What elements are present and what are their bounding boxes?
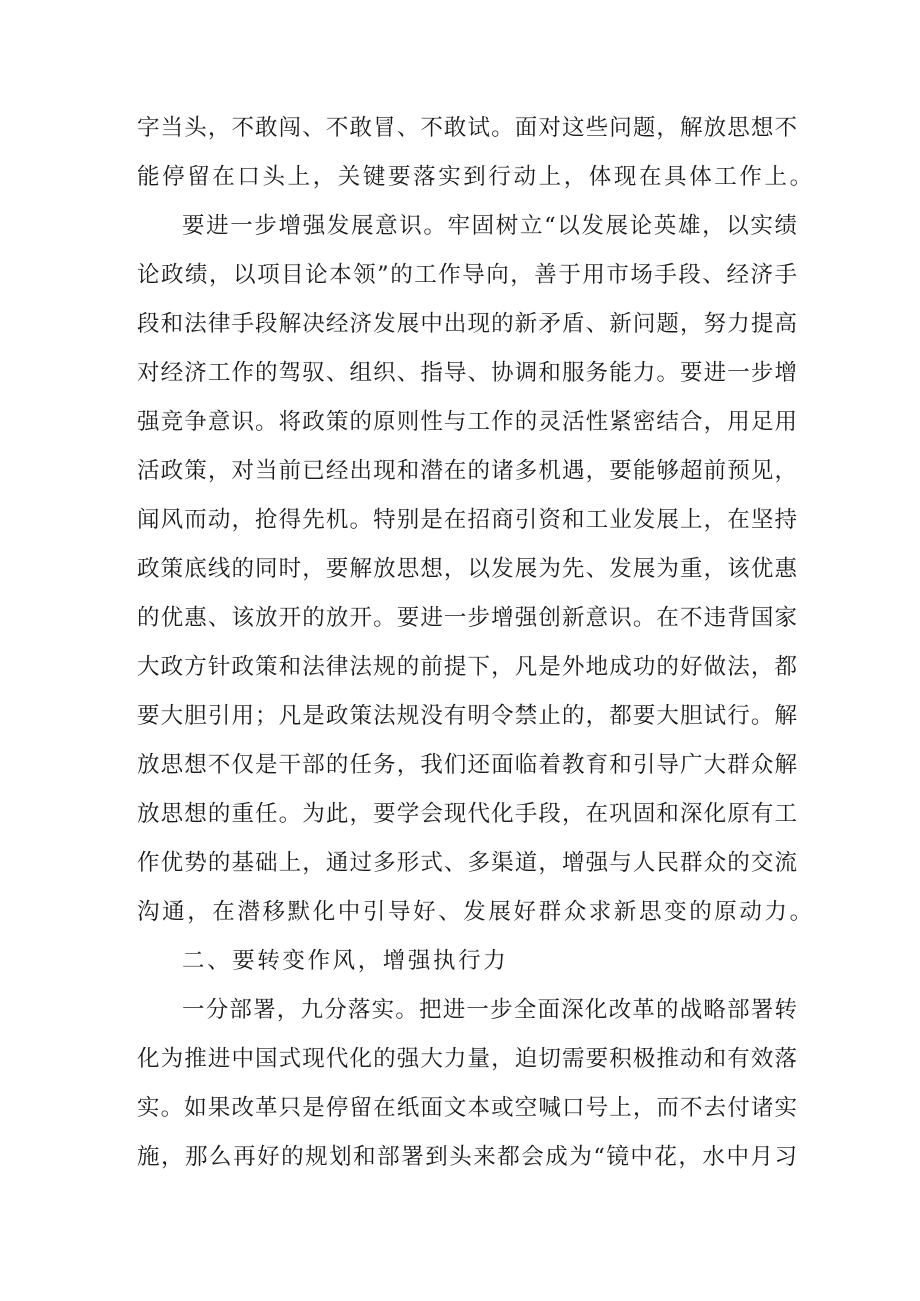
body-text-line: 论政绩，以项目论本领”的工作导向，善于用市场手段、经济手 [137, 262, 797, 288]
body-text-line: 能停留在口头上，关键要落实到行动上，体现在具体工作上。 [137, 164, 815, 190]
body-text-line: 要大胆引用；凡是政策法规没有明令禁止的，都要大胆试行。解 [137, 703, 797, 729]
section-heading: 二、要转变作风，增强执行力 [182, 948, 509, 974]
body-text-line: 沟通，在潜移默化中引导好、发展好群众求新思变的原动力。 [137, 899, 815, 925]
body-text-line: 闻风而动，抢得先机。特别是在招商引资和工业发展上，在坚持 [137, 507, 797, 533]
body-text-line: 段和法律手段解决经济发展中出现的新矛盾、新问题，努力提高 [137, 311, 797, 337]
body-text-line: 放思想的重任。为此，要学会现代化手段，在巩固和深化原有工 [137, 801, 797, 827]
body-text-line: 字当头，不敢闯、不敢冒、不敢试。面对这些问题，解放思想不 [137, 115, 797, 141]
paragraph-first-line: 一分部署，九分落实。把进一步全面深化改革的战略部署转 [182, 997, 797, 1023]
body-text-line: 活政策，对当前已经出现和潜在的诸多机遇，要能够超前预见， [137, 458, 797, 484]
body-text-line: 施，那么再好的规划和部署到头来都会成为“镜中花，水中月习 [137, 1144, 797, 1170]
body-text-line: 作优势的基础上，通过多形式、多渠道，增强与人民群众的交流 [137, 850, 797, 876]
body-text-line: 大政方针政策和法律法规的前提下，凡是外地成功的好做法，都 [137, 654, 797, 680]
body-text-line: 实。如果改革只是停留在纸面文本或空喊口号上，而不去付诸实 [137, 1095, 797, 1121]
body-text-line: 化为推进中国式现代化的强大力量，迫切需要积极推动和有效落 [137, 1046, 797, 1072]
body-text-line: 政策底线的同时，要解放思想，以发展为先、发展为重，该优惠 [137, 556, 797, 582]
body-text-line: 的优惠、该放开的放开。要进一步增强创新意识。在不违背国家 [137, 605, 797, 631]
body-text-line: 对经济工作的驾驭、组织、指导、协调和服务能力。要进一步增 [137, 360, 797, 386]
paragraph-first-line: 要进一步增强发展意识。牢固树立“以发展论英雄，以实绩 [182, 213, 797, 239]
body-text-line: 放思想不仅是干部的任务，我们还面临着教育和引导广大群众解 [137, 752, 797, 778]
body-text-line: 强竞争意识。将政策的原则性与工作的灵活性紧密结合，用足用 [137, 409, 797, 435]
